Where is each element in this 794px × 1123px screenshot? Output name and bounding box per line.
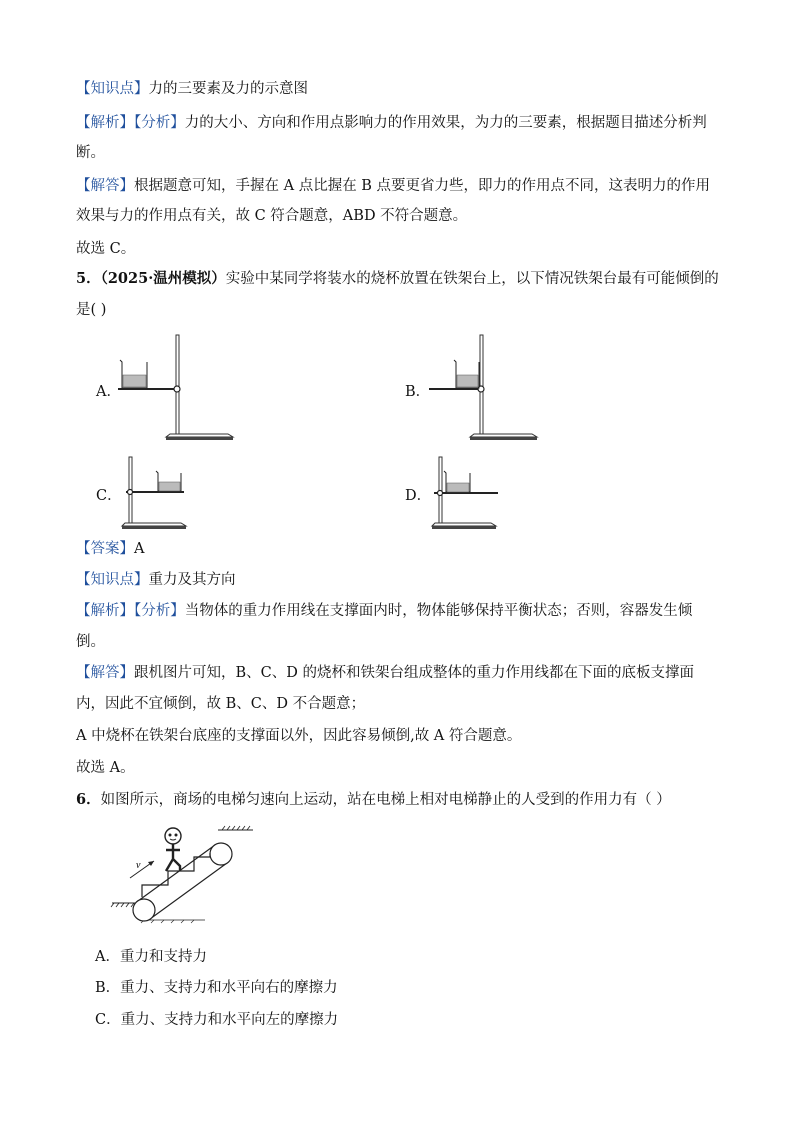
- q6-escalator-figure: [110, 823, 270, 928]
- velocity-label: v: [136, 860, 141, 871]
- q6-stem-text: 如图所示，商场的电梯匀速向上运动，站在电梯上相对电梯静止的人受到的作用力有（ ）: [100, 792, 671, 808]
- q6-option-b: B．重力、支持力和水平向右的摩擦力: [95, 980, 338, 996]
- q5-option-c-label: C．: [96, 488, 122, 504]
- q5-stem-line: [76, 269, 719, 289]
- q5-analysis-line: [76, 601, 692, 621]
- q5-solution-line: [76, 663, 694, 683]
- q5-figure-d: [426, 455, 506, 530]
- q5-option-b-label: B．: [405, 384, 431, 400]
- q5-option-a-label: A．: [96, 384, 121, 400]
- knowledge-tag: 【知识点】: [76, 81, 149, 97]
- analysis-tag: 【解析】: [76, 603, 134, 619]
- analysis-line: [76, 113, 707, 133]
- solution-text: 根据题意可知，手握在 A 点比握在 B 点要更省力些，即力的作用点不同，这表明力的作用: [134, 178, 711, 194]
- q5-option-d-label: D．: [405, 488, 432, 504]
- q5-number: 5．: [76, 270, 101, 287]
- solution-text: 跟机图片可知，B、C、D 的烧杯和铁架台组成整体的重力作用线都在下面的底板支撑面: [134, 665, 694, 681]
- q6-stem-line: [76, 790, 671, 810]
- q5-stem-line-2: 是( ): [76, 302, 107, 318]
- q5-choose-line: 故选 A。: [76, 760, 135, 776]
- solution-tag: 【解答】: [76, 665, 134, 681]
- knowledge-point-line: [76, 79, 308, 99]
- q6-number: 6．: [76, 791, 101, 808]
- answer-tag: 【答案】: [76, 541, 134, 557]
- solution-line-2: 效果与力的作用点有关，故 C 符合题意，ABD 不符合题意。: [76, 208, 468, 224]
- analysis-text: 力的大小、方向和作用点影响力的作用效果，为力的三要素，根据题目描述分析判: [184, 115, 707, 131]
- solution-line: [76, 176, 710, 196]
- choose-line: 故选 C。: [76, 241, 136, 257]
- analysis-sub-tag: 【分析】: [134, 115, 185, 131]
- q5-answer-line: [76, 539, 144, 559]
- solution-tag: 【解答】: [76, 178, 134, 194]
- q5-stem-text: 实验中某同学将装水的烧杯放置在铁架台上，以下情况铁架台最有可能倾倒的: [225, 271, 719, 287]
- q5-solution-line-3: A 中烧杯在铁架台底座的支撑面以外，因此容易倾倒,故 A 符合题意。: [76, 728, 522, 744]
- q5-figure-a: [118, 333, 243, 443]
- q5-figure-b: [425, 333, 550, 443]
- analysis-text: 当物体的重力作用线在支撑面内时，物体能够保持平衡状态；否则，容器发生倾: [184, 603, 693, 619]
- q5-analysis-line-2: 倒。: [76, 634, 105, 650]
- knowledge-text: 力的三要素及力的示意图: [148, 81, 308, 97]
- analysis-sub-tag: 【分析】: [134, 603, 185, 619]
- q6-option-c: C．重力、支持力和水平向左的摩擦力: [95, 1012, 339, 1028]
- q6-option-a: A．重力和支持力: [95, 949, 207, 965]
- q5-figure-c: [118, 455, 198, 530]
- q5-source: （2025·温州模拟）: [100, 270, 226, 287]
- q5-solution-line-2: 内，因此不宜倾倒，故 B、C、D 不合题意；: [76, 696, 366, 712]
- knowledge-tag: 【知识点】: [76, 572, 149, 588]
- knowledge-text: 重力及其方向: [148, 572, 236, 588]
- q5-knowledge-line: [76, 570, 236, 590]
- analysis-tag: 【解析】: [76, 115, 134, 131]
- answer-text: A: [134, 541, 145, 557]
- analysis-line-2: 断。: [76, 145, 105, 161]
